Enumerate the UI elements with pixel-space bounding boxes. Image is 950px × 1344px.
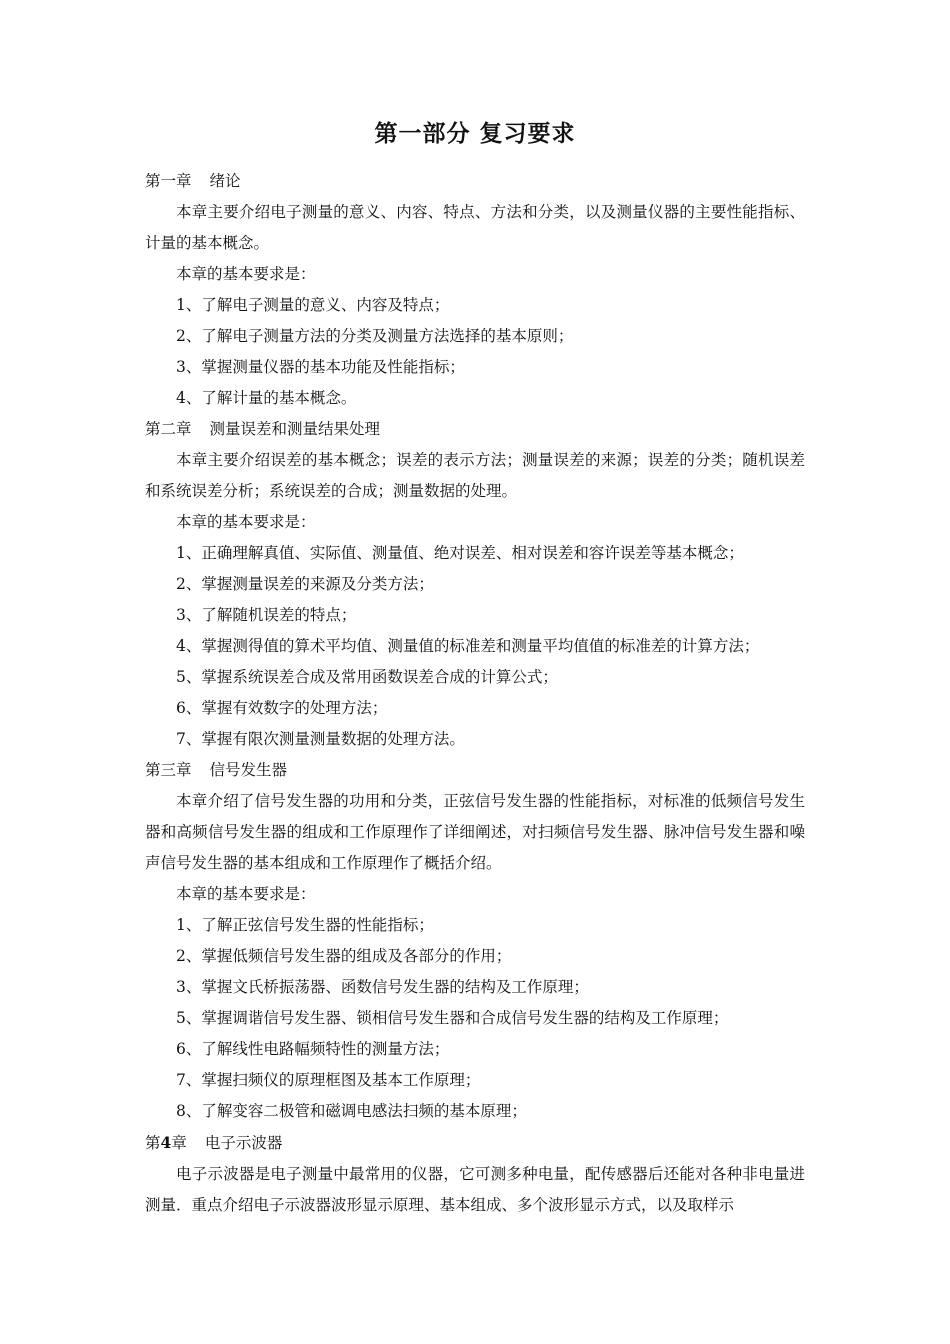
requirements-label: 本章的基本要求是： [176, 265, 316, 283]
requirements-label: 本章的基本要求是： [176, 513, 316, 531]
chapter-number [145, 1134, 187, 1152]
requirement-item: 6、了解线性电路幅频特性的测量方法； [176, 1040, 450, 1058]
requirements-label: 本章的基本要求是： [176, 885, 316, 903]
chapter-number: 第二章 [145, 420, 192, 438]
requirement-item: 5、掌握调谐信号发生器、锁相信号发生器和合成信号发生器的结构及工作原理； [176, 1009, 729, 1027]
chapter-intro: 本章主要介绍误差的基本概念；误差的表示方法；测量误差的来源；误差的分类；随机误差和系统误差分析；系统误差的合成；测量数据的处理。 [145, 451, 805, 500]
requirement-item: 6、掌握有效数字的处理方法； [176, 699, 388, 717]
chapter-number-digit: 4 [160, 1133, 172, 1152]
chapter-heading [145, 414, 805, 445]
chapter-suffix: 章 [171, 1134, 187, 1152]
requirement-item: 2、掌握测量误差的来源及分类方法； [176, 575, 434, 593]
chapter-intro: 本章介绍了信号发生器的功用和分类，正弦信号发生器的性能指标，对标准的低频信号发生器和高频信号发生器的组成和工作原理作了详细阐述，对扫频信号发生器、脉冲信号发生器和噪声信号发生器的基本组成和工作原理作了概括介绍。 [145, 792, 805, 872]
requirement-item: 7、掌握有限次测量测量数据的处理方法。 [176, 730, 465, 748]
chapter-name: 测量误差和测量结果处理 [209, 420, 381, 438]
requirement-item: 1、了解电子测量的意义、内容及特点； [176, 296, 450, 314]
chapter-name: 信号发生器 [209, 761, 288, 779]
chapter-number: 第一章 [145, 172, 192, 190]
chapter-3 [145, 755, 805, 1127]
requirement-item: 8、了解变容二极管和磁调电感法扫频的基本原理； [176, 1102, 527, 1120]
chapter-2 [145, 414, 805, 755]
chapter-1 [145, 166, 805, 414]
requirement-item: 2、了解电子测量方法的分类及测量方法选择的基本原则； [176, 327, 574, 345]
requirement-item: 4、了解计量的基本概念。 [176, 389, 357, 407]
chapter-intro: 电子示波器是电子测量中最常用的仪器，它可测多种电量，配传感器后还能对各种非电量进测量．重点介绍电子示波器波形显示原理、基本组成、多个波形显示方式，以及取样示 [145, 1165, 805, 1214]
chapter-heading [145, 755, 805, 786]
chapter-prefix: 第 [145, 1134, 161, 1152]
requirement-item: 2、掌握低频信号发生器的组成及各部分的作用； [176, 947, 512, 965]
requirement-item: 1、正确理解真值、实际值、测量值、绝对误差、相对误差和容许误差等基本概念； [176, 544, 744, 562]
chapter-name: 电子示波器 [204, 1134, 283, 1152]
requirement-item: 3、掌握文氏桥振荡器、函数信号发生器的结构及工作原理； [176, 978, 589, 996]
requirement-item: 3、了解随机误差的特点； [176, 606, 357, 624]
chapter-heading [145, 166, 805, 197]
chapter-intro: 本章主要介绍电子测量的意义、内容、特点、方法和分类，以及测量仪器的主要性能指标、计量的基本概念。 [145, 203, 805, 252]
chapter-number: 第三章 [145, 761, 192, 779]
chapter-heading [145, 1127, 805, 1159]
chapter-4 [145, 1127, 805, 1221]
chapter-name: 绪论 [209, 172, 241, 190]
requirement-item: 4、掌握测得值的算术平均值、测量值的标准差和测量平均值值的标准差的计算方法； [176, 637, 760, 655]
requirement-item: 3、掌握测量仪器的基本功能及性能指标； [176, 358, 465, 376]
requirement-item: 1、了解正弦信号发生器的性能指标； [176, 916, 434, 934]
page-title: 第一部分 复习要求 [374, 120, 576, 147]
requirement-item: 7、掌握扫频仪的原理框图及基本工作原理； [176, 1071, 481, 1089]
requirement-item: 5、掌握系统误差合成及常用函数误差合成的计算公式； [176, 668, 558, 686]
